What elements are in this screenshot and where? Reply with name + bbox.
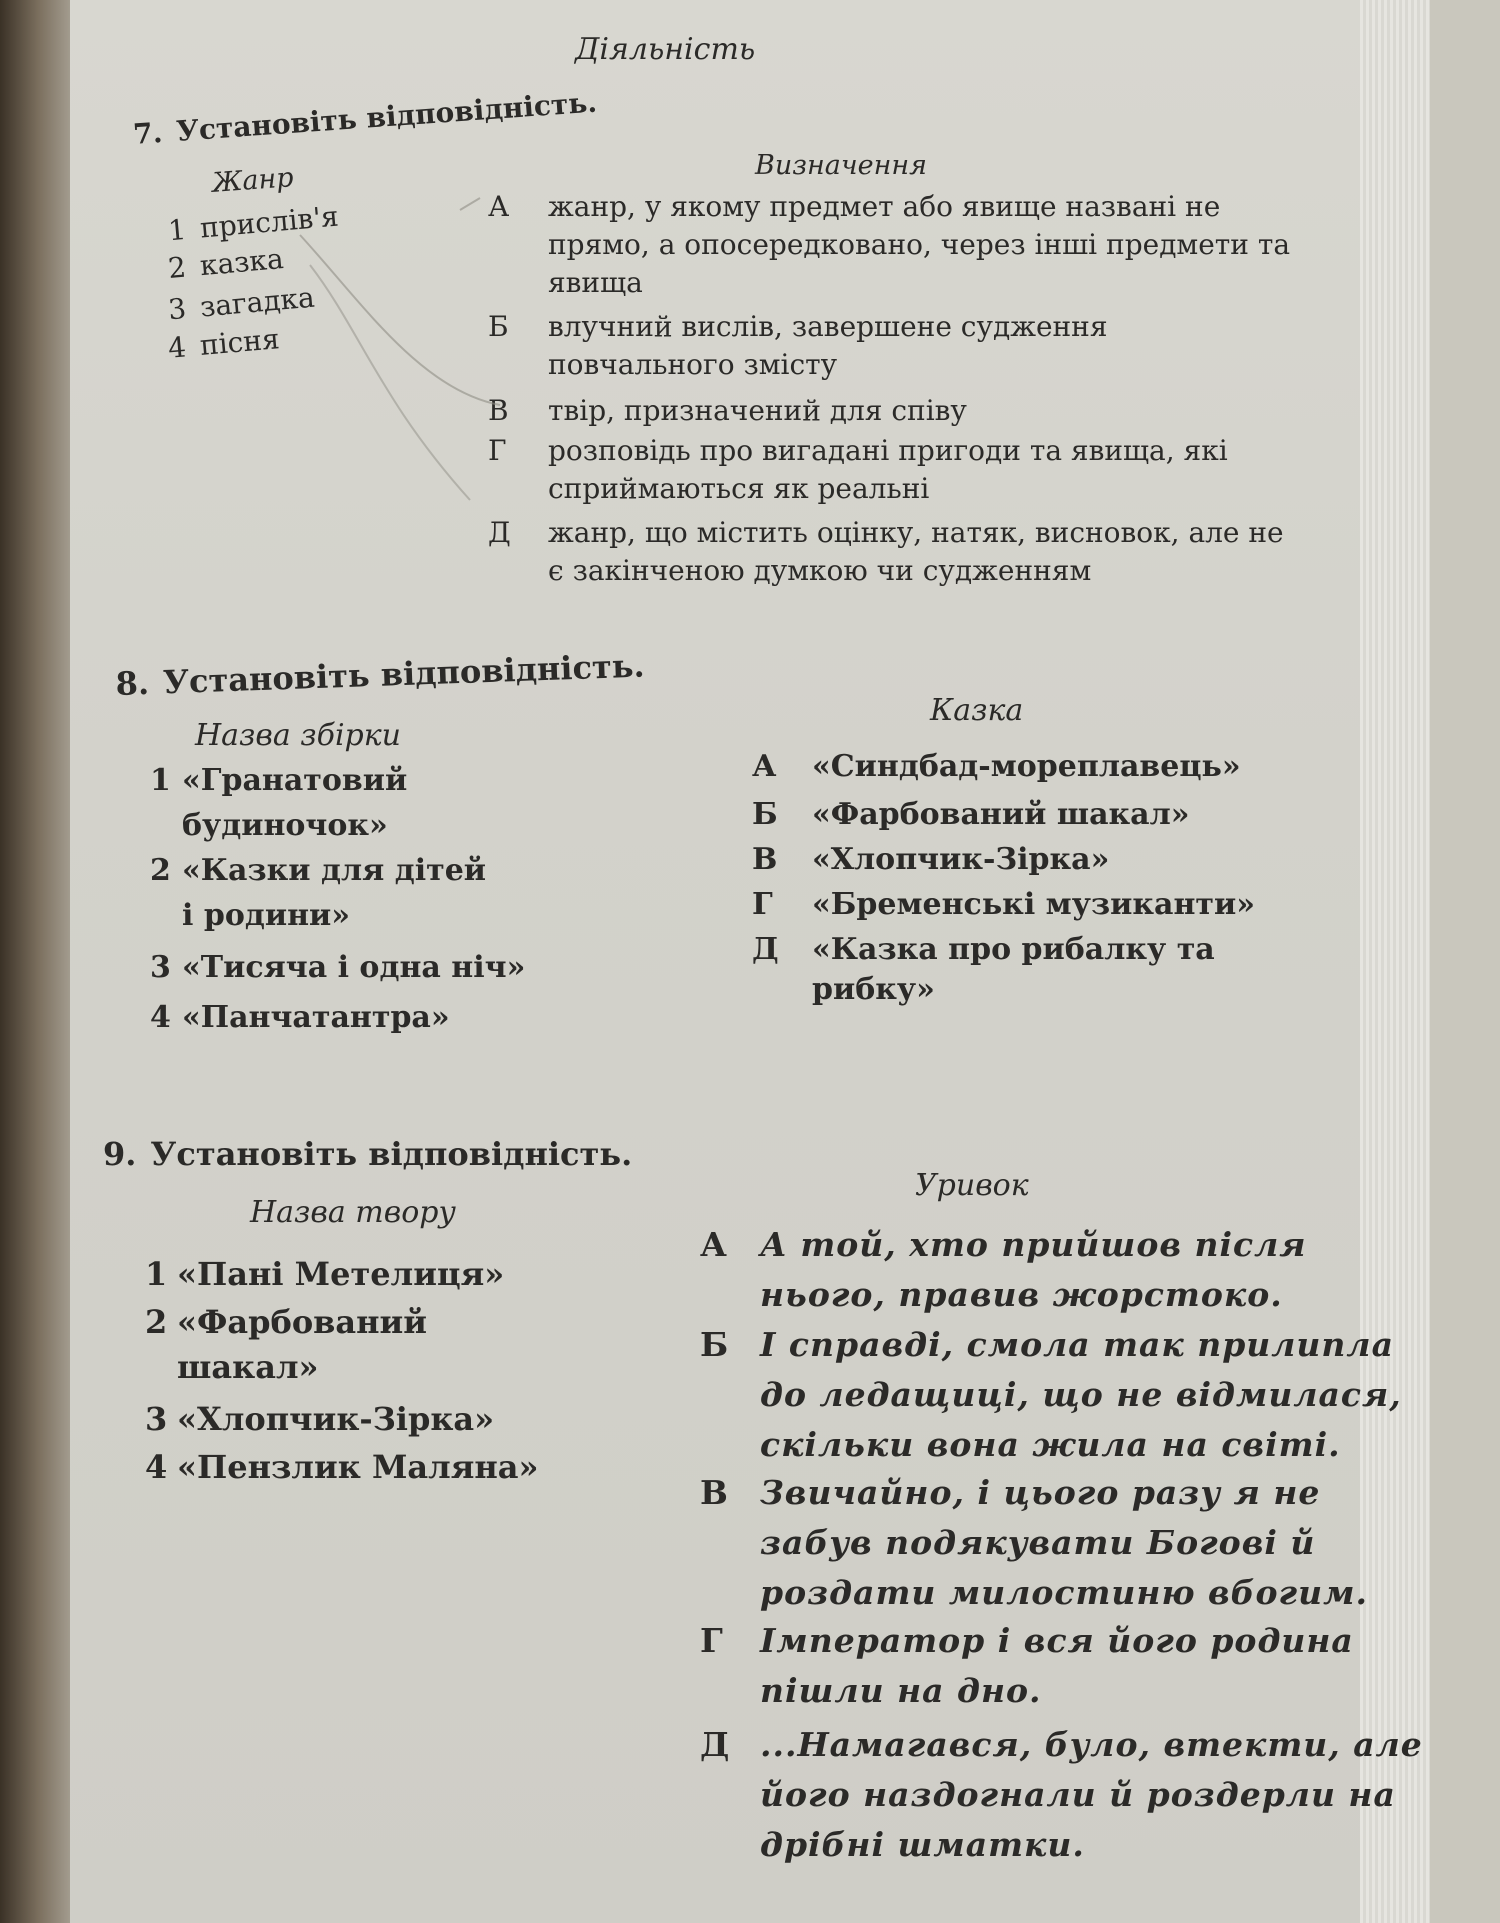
item-text: «Хлопчик-Зірка» xyxy=(177,1400,495,1438)
question-number: 8. xyxy=(115,663,150,703)
item-text: влучний вислів, завершене судження повчального змісту xyxy=(548,310,1108,381)
item-number: 4 xyxy=(145,1448,168,1486)
item-letter: А xyxy=(700,1225,727,1264)
item-letter: Д xyxy=(488,516,511,549)
tale-item xyxy=(752,840,1312,880)
item-number: 3 xyxy=(150,950,171,985)
item-text: Звичайно, і цього разу я не забув подякувати Богові й роздати милостиню вбогим. xyxy=(760,1473,1368,1612)
tale-item xyxy=(752,885,1352,925)
item-number: 4 xyxy=(150,1000,171,1035)
item-text: Імператор і вся його родина пішли на дно. xyxy=(760,1621,1354,1710)
tale-item xyxy=(752,747,1312,787)
item-letter: Г xyxy=(752,887,773,922)
item-text: загадка xyxy=(198,280,316,324)
item-letter: В xyxy=(752,842,778,877)
item-text: «Бременські музиканти» xyxy=(812,887,1255,922)
right-column-header: Казка xyxy=(930,693,1024,728)
tale-item xyxy=(752,930,1312,1010)
item-letter: Г xyxy=(700,1621,723,1660)
item-number: 1 xyxy=(150,763,171,798)
item-number: 3 xyxy=(145,1400,168,1438)
tale-item xyxy=(752,795,1312,835)
item-letter: Д xyxy=(700,1725,730,1764)
item-text: І справді, смола так прилипла до ледащиці, що не відмилася, скільки вона жила на світі. xyxy=(760,1325,1402,1464)
excerpt-item xyxy=(700,1616,1440,1716)
item-text: «Тисяча і одна ніч» xyxy=(182,950,526,985)
list-item xyxy=(145,1397,494,1442)
question-prompt: Установіть відповідність. xyxy=(150,1135,633,1173)
item-letter: Б xyxy=(488,310,509,343)
right-column-header: Визначення xyxy=(755,150,928,181)
item-text: твір, призначений для співу xyxy=(548,394,967,427)
item-text: жанр, що містить оцінку, натяк, висновок, але не є закінченою думкою чи судженням xyxy=(548,516,1284,587)
excerpt-item xyxy=(700,1720,1460,1870)
item-letter: В xyxy=(488,394,509,427)
list-item xyxy=(145,1445,538,1490)
item-letter: Г xyxy=(488,434,507,467)
question-9-prompt xyxy=(103,1135,632,1173)
right-column-header: Уривок xyxy=(915,1168,1029,1203)
item-text: казка xyxy=(198,242,285,283)
item-text: «Фарбований xyxy=(177,1303,428,1341)
item-text-continued: і родини» xyxy=(182,898,351,933)
list-item xyxy=(150,758,407,848)
item-text: «Казки для дітей xyxy=(182,853,487,888)
question-prompt: Установіть відповідність. xyxy=(175,85,598,148)
list-item xyxy=(150,995,450,1040)
item-text: «Панчатантра» xyxy=(182,1000,450,1035)
item-text: прислів'я xyxy=(198,199,340,245)
question-number: 7. xyxy=(132,115,164,151)
list-item xyxy=(150,945,525,990)
item-text: жанр, у якому предмет або явище названі не прямо, а опосередковано, через інші предмети та явища xyxy=(548,190,1291,299)
item-number: 2 xyxy=(145,1303,168,1341)
item-text: А той, хто прийшов після нього, правив жорстоко. xyxy=(760,1225,1307,1314)
item-text: «Пані Метелиця» xyxy=(177,1255,505,1293)
excerpt-item xyxy=(700,1220,1420,1320)
item-text: пісня xyxy=(198,322,281,363)
section-title: Діяльність xyxy=(575,32,756,67)
item-number: 1 xyxy=(166,212,188,248)
excerpt-item xyxy=(700,1468,1440,1618)
item-text-continued: шакал» xyxy=(177,1348,319,1386)
item-number: 2 xyxy=(150,853,171,888)
left-column-header: Назва твору xyxy=(250,1195,456,1230)
item-text: «Гранатовий xyxy=(182,763,408,798)
left-column-header: Жанр xyxy=(211,162,295,199)
item-text: «Синдбад-мореплавець» xyxy=(812,749,1241,784)
item-letter: А xyxy=(488,190,510,223)
item-number: 1 xyxy=(145,1255,168,1293)
item-letter: А xyxy=(752,749,777,784)
list-item xyxy=(150,848,486,938)
item-number: 3 xyxy=(166,291,188,327)
item-letter: Д xyxy=(752,932,779,967)
item-text: «Фарбований шакал» xyxy=(812,797,1190,832)
item-text: «Пензлик Маляна» xyxy=(177,1448,539,1486)
excerpt-item xyxy=(700,1320,1420,1470)
left-column-header: Назва збірки xyxy=(195,718,402,753)
item-letter: В xyxy=(700,1473,728,1512)
item-text-continued: будиночок» xyxy=(182,808,388,843)
item-number: 2 xyxy=(166,250,188,285)
item-text: розповідь про вигадані пригоди та явища, які сприймаються як реальні xyxy=(548,434,1228,505)
item-letter: Б xyxy=(700,1325,729,1364)
list-item xyxy=(145,1300,427,1390)
item-number: 4 xyxy=(166,330,188,365)
question-prompt: Установіть відповідність. xyxy=(162,646,646,702)
item-text: ...Намагався, було, втекти, але його наздогнали й роздерли на дрібні шматки. xyxy=(760,1725,1423,1864)
item-letter: Б xyxy=(752,797,778,832)
list-item xyxy=(145,1252,504,1297)
question-number: 9. xyxy=(103,1135,137,1173)
item-text: «Хлопчик-Зірка» xyxy=(812,842,1110,877)
item-text: «Казка про рибалку та рибку» xyxy=(812,932,1215,1007)
